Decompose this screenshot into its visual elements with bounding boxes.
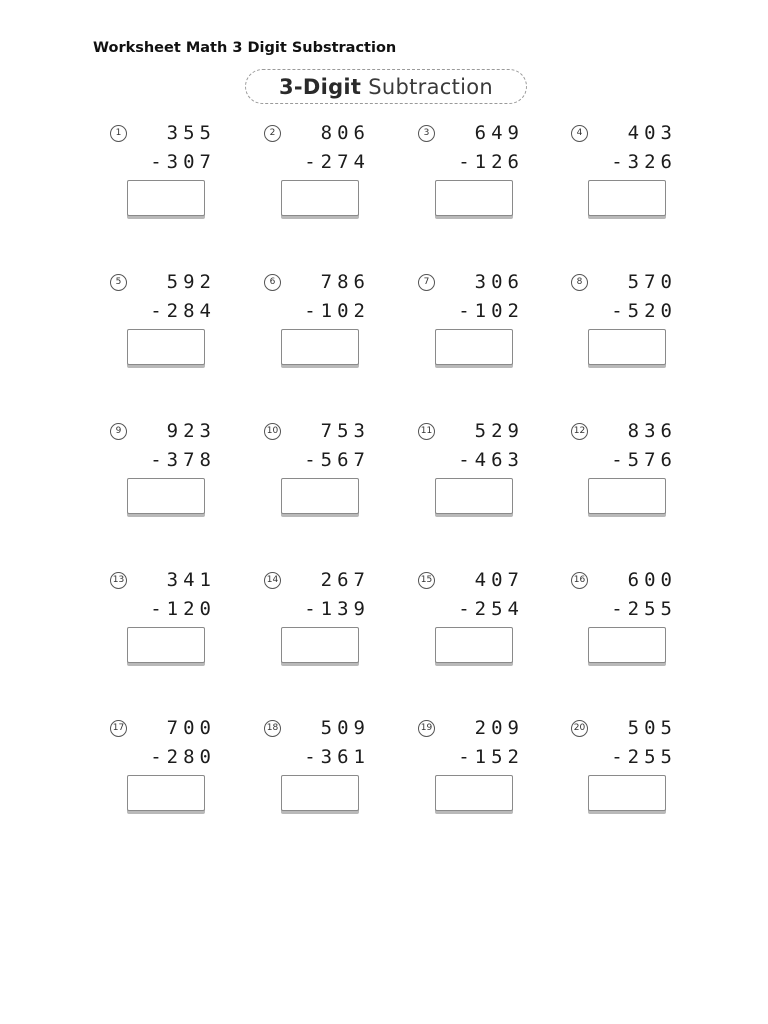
subtrahend: -567 [304, 449, 370, 471]
problem-number-badge: 16 [571, 572, 588, 589]
minuend: 267 [320, 569, 370, 591]
document-title: Worksheet Math 3 Digit Substraction [93, 40, 397, 56]
problem-8 [571, 271, 721, 381]
subtrahend: -255 [611, 746, 677, 768]
problem-18 [264, 717, 414, 827]
problem-number-badge: 4 [571, 125, 588, 142]
minuend: 407 [474, 569, 524, 591]
problem-number-badge: 19 [418, 720, 435, 737]
problem-9 [110, 420, 260, 530]
problem-5 [110, 271, 260, 381]
minuend: 753 [320, 420, 370, 442]
subtrahend: -463 [458, 449, 524, 471]
minuend: 700 [166, 717, 216, 739]
answer-box[interactable] [435, 180, 513, 216]
minuend: 529 [474, 420, 524, 442]
minuend: 600 [627, 569, 677, 591]
problem-20 [571, 717, 721, 827]
answer-box[interactable] [435, 775, 513, 811]
subtrahend: -274 [304, 151, 370, 173]
minuend: 786 [320, 271, 370, 293]
problem-number-badge: 1 [110, 125, 127, 142]
problem-17 [110, 717, 260, 827]
answer-box[interactable] [588, 627, 666, 663]
answer-box[interactable] [281, 627, 359, 663]
problem-12 [571, 420, 721, 530]
minuend: 923 [166, 420, 216, 442]
problem-13 [110, 569, 260, 679]
minuend: 509 [320, 717, 370, 739]
answer-box[interactable] [588, 478, 666, 514]
minuend: 649 [474, 122, 524, 144]
problem-10 [264, 420, 414, 530]
answer-box[interactable] [127, 478, 205, 514]
problem-number-badge: 6 [264, 274, 281, 291]
problem-number-badge: 2 [264, 125, 281, 142]
problem-2 [264, 122, 414, 232]
problem-number-badge: 9 [110, 423, 127, 440]
subtrahend: -307 [150, 151, 216, 173]
problem-1 [110, 122, 260, 232]
minuend: 806 [320, 122, 370, 144]
minuend: 592 [166, 271, 216, 293]
problem-14 [264, 569, 414, 679]
problem-number-badge: 17 [110, 720, 127, 737]
minuend: 355 [166, 122, 216, 144]
problem-number-badge: 15 [418, 572, 435, 589]
problem-number-badge: 10 [264, 423, 281, 440]
minuend: 209 [474, 717, 524, 739]
answer-box[interactable] [435, 478, 513, 514]
problem-11 [418, 420, 568, 530]
problem-number-badge: 18 [264, 720, 281, 737]
problem-number-badge: 13 [110, 572, 127, 589]
answer-box[interactable] [127, 329, 205, 365]
problem-number-badge: 8 [571, 274, 588, 291]
problem-3 [418, 122, 568, 232]
problem-number-badge: 7 [418, 274, 435, 291]
problem-6 [264, 271, 414, 381]
answer-box[interactable] [435, 627, 513, 663]
problem-15 [418, 569, 568, 679]
subtrahend: -326 [611, 151, 677, 173]
subtrahend: -520 [611, 300, 677, 322]
answer-box[interactable] [588, 775, 666, 811]
banner-title-strong: 3-Digit [278, 74, 362, 99]
minuend: 341 [166, 569, 216, 591]
problem-number-badge: 11 [418, 423, 435, 440]
problem-16 [571, 569, 721, 679]
problem-number-badge: 12 [571, 423, 588, 440]
minuend: 403 [627, 122, 677, 144]
problem-7 [418, 271, 568, 381]
answer-box[interactable] [281, 775, 359, 811]
subtrahend: -102 [304, 300, 370, 322]
subtrahend: -102 [458, 300, 524, 322]
banner-title-light: Subtraction [368, 74, 494, 99]
problem-19 [418, 717, 568, 827]
subtrahend: -361 [304, 746, 370, 768]
subtrahend: -284 [150, 300, 216, 322]
subtrahend: -254 [458, 598, 524, 620]
answer-box[interactable] [281, 180, 359, 216]
subtrahend: -576 [611, 449, 677, 471]
answer-box[interactable] [281, 329, 359, 365]
problem-4 [571, 122, 721, 232]
minuend: 306 [474, 271, 524, 293]
subtrahend: -152 [458, 746, 524, 768]
subtrahend: -378 [150, 449, 216, 471]
answer-box[interactable] [127, 775, 205, 811]
subtrahend: -255 [611, 598, 677, 620]
answer-box[interactable] [588, 329, 666, 365]
answer-box[interactable] [127, 627, 205, 663]
subtrahend: -120 [150, 598, 216, 620]
answer-box[interactable] [281, 478, 359, 514]
answer-box[interactable] [127, 180, 205, 216]
subtrahend: -139 [304, 598, 370, 620]
minuend: 570 [627, 271, 677, 293]
subtrahend: -126 [458, 151, 524, 173]
answer-box[interactable] [588, 180, 666, 216]
subtrahend: -280 [150, 746, 216, 768]
minuend: 505 [627, 717, 677, 739]
answer-box[interactable] [435, 329, 513, 365]
minuend: 836 [627, 420, 677, 442]
problem-number-badge: 14 [264, 572, 281, 589]
problem-number-badge: 5 [110, 274, 127, 291]
problem-number-badge: 3 [418, 125, 435, 142]
problem-number-badge: 20 [571, 720, 588, 737]
